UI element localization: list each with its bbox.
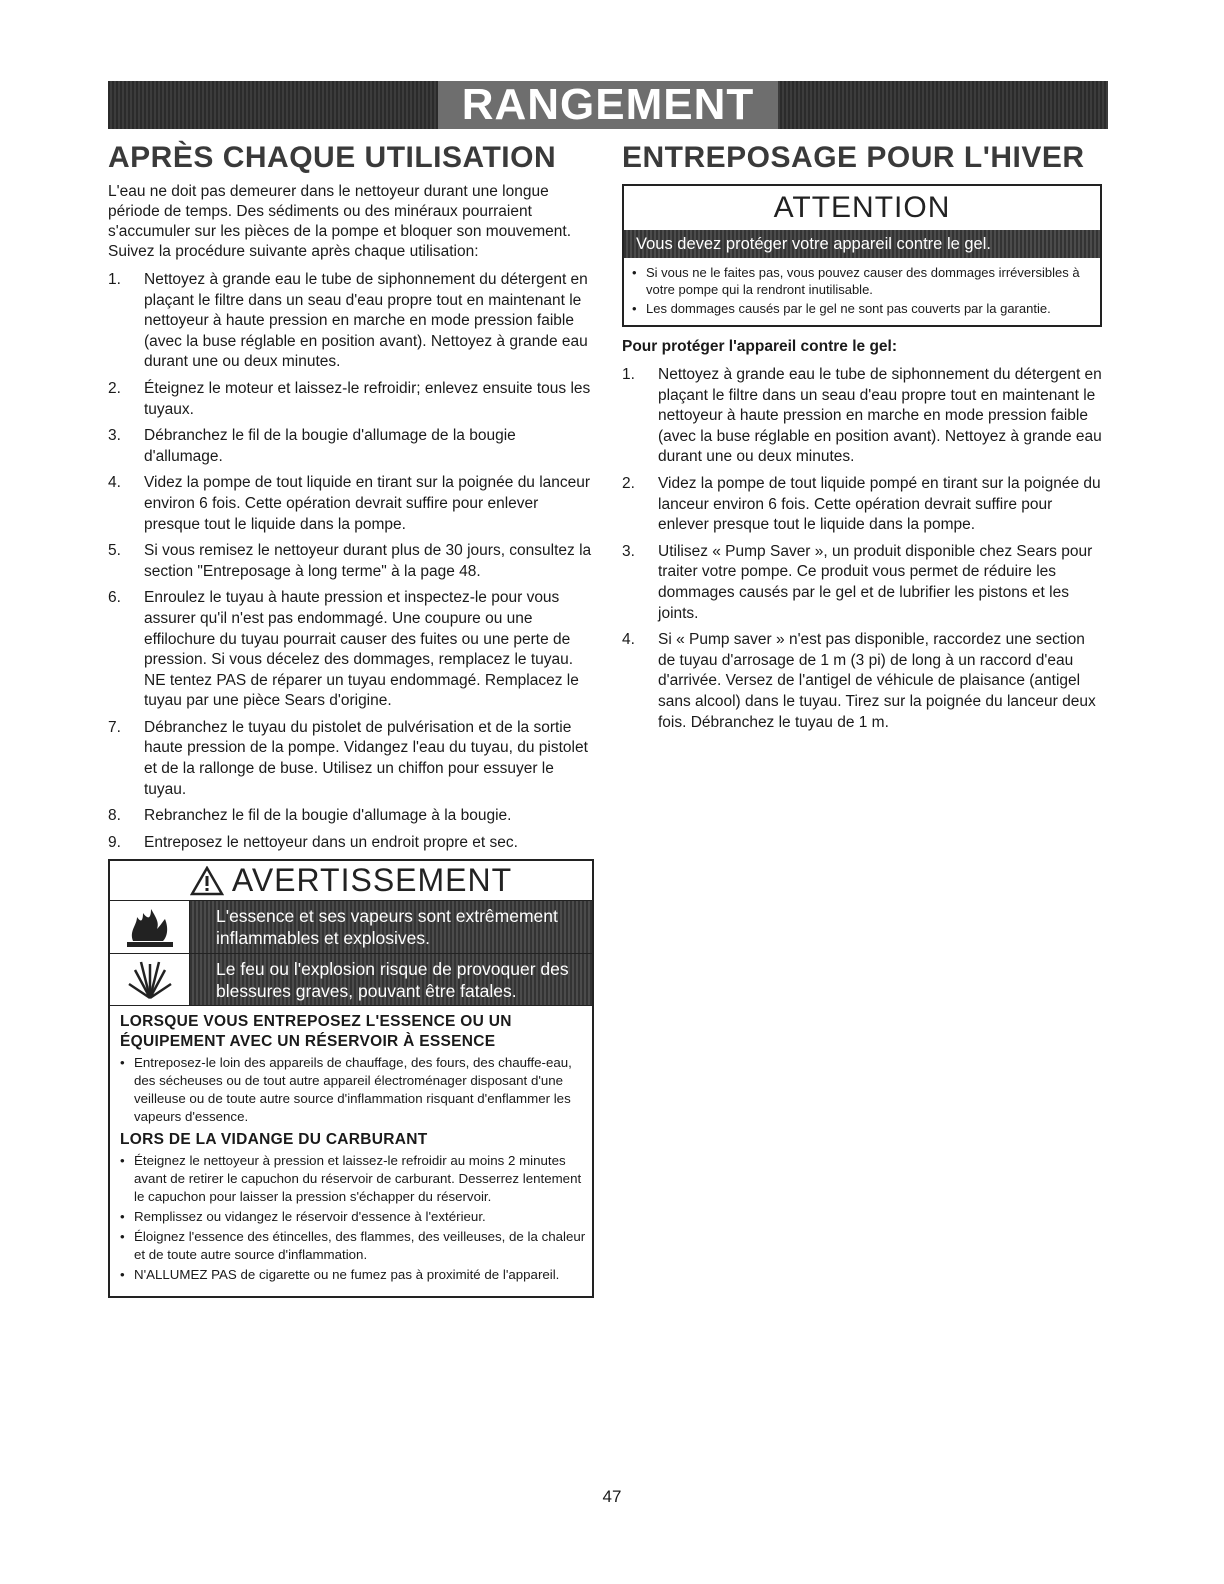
step-text: Éteignez le moteur et laissez-le refroidir; enlevez ensuite tous les tuyaux. — [144, 379, 591, 418]
step-number: 3. — [622, 542, 635, 560]
step-text: Si vous remisez le nettoyeur durant plus de 30 jours, consultez la section "Entreposage à long terme" à la page 48. — [144, 542, 592, 580]
step-text: Nettoyez à grande eau le tube de siphonnement du détergent en plaçant le filtre dans un seau d'eau propre tout en maintenant le nettoyeur à haute pression en marche en mode pression faible (avec la buse réglable en position avant). Nettoyez à grande eau durant une ou deux minutes. — [144, 271, 588, 371]
step-text: Enroulez le tuyau à haute pression et inspectez-le pour vous assurer qu'il n'est pas endommagé. Une coupure ou une effilochure du tuyau pourrait causer des fuites ou une perte de pression. Si vous décelez des dommages, remplacez le tuyau. NE tentez PAS de réparer un tuyau endommagé. Remplacez le tuyau par une pièce Sears d'origine. — [144, 589, 579, 710]
attention-bullets — [632, 264, 1094, 317]
bullet-text: Éloignez l'essence des étincelles, des flammes, des veilleuses, de la chaleur et de toute autre source d'inflammation. — [134, 1229, 586, 1263]
step-item — [108, 426, 594, 467]
warning-title: AVERTISSEMENT — [231, 862, 513, 899]
bullet-icon: • — [632, 265, 637, 280]
bullet-icon: • — [120, 1229, 125, 1245]
page-number: 47 — [602, 1487, 622, 1506]
warning-header — [110, 861, 592, 901]
warning-message: Le feu ou l'explosion risque de provoquer des blessures graves, pouvant être fatales. — [190, 953, 592, 1005]
bullet-text: N'ALLUMEZ PAS de cigarette ou ne fumez pas à proximité de l'appareil. — [134, 1267, 560, 1283]
step-text: Débranchez le tuyau du pistolet de pulvérisation et de la sortie haute pression de la pompe. Vidangez l'eau du tuyau, du pistolet et de la rallonge de buse. Utilisez un chiffon pour essuyer le tuyau. — [144, 718, 588, 798]
bullet-item — [120, 1152, 588, 1206]
banner-title: RANGEMENT — [438, 81, 779, 129]
bullet-text: Éteignez le nettoyeur à pression et laissez-le refroidir au moins 2 minutes avant de retirer le capuchon du réservoir de carburant. Desserrez lentement le capuchon pour laisser la pression s'échapper du réservoir. — [134, 1153, 582, 1205]
step-item — [108, 541, 594, 582]
bullet-item — [632, 264, 1094, 298]
step-text: Débranchez le fil de la bougie d'allumage de la bougie d'allumage. — [144, 427, 516, 465]
left-column — [108, 140, 594, 1298]
step-text: Utilisez « Pump Saver », un produit disponible chez Sears pour traiter votre pompe. Ce produit vous permet de réduire les dommages causés par le gel et de lubrifier les pistons et les joints. — [658, 542, 1093, 622]
warning-messages — [190, 901, 592, 1005]
step-text: Rebranchez le fil de la bougie d'allumage à la bougie. — [144, 807, 512, 825]
step-item — [622, 474, 1102, 536]
bullet-text: Les dommages causés par le gel ne sont pas couverts par la garantie. — [646, 301, 1051, 316]
bullet-item — [632, 300, 1094, 317]
bullet-icon: • — [120, 1267, 125, 1283]
step-item — [108, 718, 594, 800]
step-number: 8. — [108, 807, 121, 825]
step-number: 1. — [622, 366, 635, 383]
step-text: Si « Pump saver » n'est pas disponible, raccordez une section de tuyau d'arrosage de 1 m (3 pi) de long à un raccord d'eau d'arrivée. Versez de l'antigel de véhicule de plaisance (antigel sans alcool) dans le tuyau. Tirez sur la poignée du lanceur deux fois. Débranchez le tuyau de 1 m. — [658, 631, 1096, 731]
step-item — [108, 806, 594, 827]
bullet-item — [120, 1228, 588, 1264]
step-number: 4. — [622, 631, 635, 649]
step-number: 1. — [108, 271, 121, 288]
bullet-icon: • — [120, 1055, 125, 1071]
step-number: 6. — [108, 589, 121, 607]
after-use-title: APRÈS CHAQUE UTILISATION — [108, 141, 557, 174]
warning-triangle-icon — [190, 866, 224, 896]
warning-icons — [110, 901, 190, 1005]
frost-protect-subtitle: Pour protéger l'appareil contre le gel: — [622, 338, 897, 355]
bullet-text: Entreposez-le loin des appareils de chauffage, des fours, des chauffe-eau, des sécheuses ou de tout autre appareil électroménager disposant d'une veilleuse ou de toute autre source d'inflammation risquant d'enflammer les vapeurs d'essence. — [134, 1055, 572, 1125]
warning-content — [110, 1006, 592, 1296]
winter-steps — [622, 365, 1102, 733]
storage-bullets — [120, 1054, 588, 1126]
step-item — [622, 542, 1102, 624]
bullet-icon: • — [120, 1153, 125, 1169]
bullet-item — [120, 1054, 588, 1126]
drain-subhead: LORS DE LA VIDANGE DU CARBURANT — [120, 1131, 428, 1149]
bullet-icon: • — [632, 301, 637, 316]
bullet-item — [120, 1208, 588, 1226]
section-banner — [108, 81, 1108, 129]
step-item — [108, 270, 594, 373]
right-column — [622, 140, 1102, 739]
step-text: Nettoyez à grande eau le tube de siphonnement du détergent en plaçant le filtre dans un seau d'eau propre tout en maintenant le nettoyeur à haute pression en marche en mode pression faible (avec la buse réglable en position avant). Nettoyez à grande eau durant une ou deux minutes. — [658, 366, 1102, 466]
step-item — [108, 588, 594, 712]
attention-box — [622, 184, 1102, 327]
step-number: 7. — [108, 718, 121, 736]
step-number: 3. — [108, 427, 121, 445]
step-text: Videz la pompe de tout liquide pompé en tirant sur la poignée du lanceur environ 6 fois. Cette opération devrait suffire pour enlever presque tout le liquide dans la pompe. — [658, 474, 1101, 534]
step-number: 2. — [108, 379, 121, 397]
step-number: 5. — [108, 542, 121, 560]
bullet-text: Si vous ne le faites pas, vous pouvez causer des dommages irréversibles à votre pompe qui la rendront inutilisable. — [646, 265, 1080, 297]
step-item — [622, 365, 1102, 468]
after-use-steps — [108, 270, 594, 853]
step-text: Videz la pompe de tout liquide en tirant sur la poignée du lanceur environ 6 fois. Cette opération devrait suffire pour enlever presque tout le liquide dans la pompe. — [144, 474, 591, 533]
drain-bullets — [120, 1152, 588, 1284]
step-item — [108, 473, 594, 535]
bullet-text: Remplissez ou vidangez le réservoir d'essence à l'extérieur. — [134, 1209, 486, 1225]
step-item — [108, 833, 594, 854]
bullet-item — [120, 1266, 588, 1284]
winter-title: ENTREPOSAGE POUR L'HIVER — [622, 141, 1085, 174]
step-number: 2. — [622, 474, 635, 492]
step-number: 4. — [108, 474, 121, 492]
bullet-icon: • — [120, 1209, 125, 1225]
warning-message: L'essence et ses vapeurs sont extrêmement inflammables et explosives. — [190, 901, 592, 953]
step-number: 9. — [108, 833, 121, 851]
warning-body — [110, 901, 592, 1006]
step-item — [108, 379, 594, 420]
step-item — [622, 630, 1102, 733]
step-text: Entreposez le nettoyeur dans un endroit propre et sec. — [144, 833, 518, 851]
attention-content — [624, 258, 1100, 325]
fire-icon — [110, 901, 189, 953]
warning-box — [108, 859, 594, 1298]
attention-title: ATTENTION — [773, 191, 951, 224]
attention-bar: Vous devez protéger votre appareil contre le gel. — [624, 230, 1100, 258]
after-use-intro: L'eau ne doit pas demeurer dans le nettoyeur durant une longue période de temps. Des sédiments ou des minéraux pourraient s'accumuler sur les pièces de la pompe et bloquer son mouvement. Suivez la procédure suivante après chaque utilisation: — [108, 183, 572, 260]
explosion-icon — [110, 953, 189, 1005]
storage-subhead: LORSQUE VOUS ENTREPOSEZ L'ESSENCE OU UN ÉQUIPEMENT AVEC UN RÉSERVOIR À ESSENCE — [120, 1013, 512, 1051]
